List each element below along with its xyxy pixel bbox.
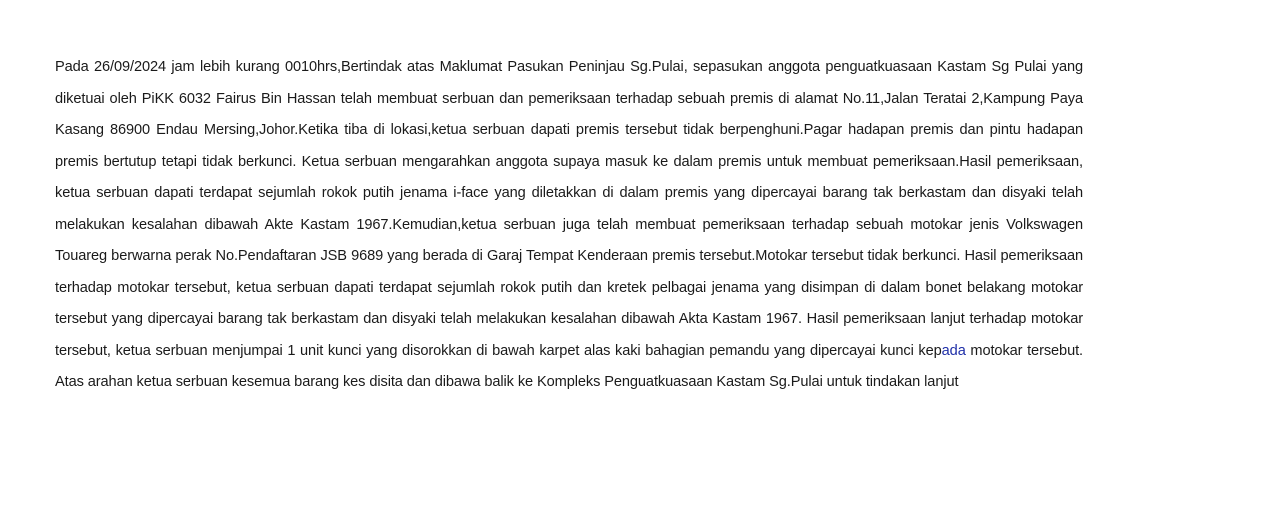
paragraph-text-part-1: Pada 26/09/2024 jam lebih kurang 0010hrs,Bertindak atas Maklumat Pasukan Peninjau Sg.Pulai, sepasukan anggota penguatkuasaan Kastam Sg Pulai yang diketuai oleh PiKK 6032 Fairus Bin Hassan telah membuat serbuan dan pemeriksaan terhadap sebuah premis di alamat No.11,Jalan Teratai 2,Kampung Paya Kasang 86900 Endau Mersing,Johor.Ketika tiba di lokasi,ketua serbuan dapati premis tersebut tidak berpenghuni.Pagar hadapan premis dan pintu hadapan premis bertutup tetapi tidak berkunci. Ketua serbuan mengarahkan anggota supaya masuk ke dalam premis untuk membuat pemeriksaan.Hasil pemeriksaan, ketua serbuan dapati terdapat sejumlah rokok putih jenama i-face yang diletakkan di dalam premis yang dipercayai barang tak berkastam dan disyaki telah melakukan kesalahan dibawah Akte Kastam 1967.Kemudian,ketua serbuan juga telah membuat pemeriksaan terhadap sebuah motokar jenis Volkswagen Touareg berwarna perak No.Pendaftaran JSB 9689 yang berada di Garaj Tempat Kenderaan premis tersebut.Motokar tersebut tidak berkunci. Hasil pemeriksaan terhadap motokar tersebut, ketua serbuan dapati terdapat sejumlah rokok putih dan kretek pelbagai jenama yang disimpan di dalam bonet belakang motokar tersebut yang dipercayai barang tak berkastam dan disyaki telah melakukan kesalahan dibawah Akta Kastam 1967. Hasil pemeriksaan lanjut terhadap motokar tersebut, ketua serbuan menjumpai 1 unit kunci yang disorokkan di bawah karpet alas kaki bahagian pemandu yang dipercayai kunci kep [55,59,1083,359]
paragraph-text-part-2: motokar tersebut. Atas arahan ketua serbuan kesemua barang kes disita dan dibawa balik ke Kompleks Penguatkuasaan Kastam Sg.Pulai untuk tindakan lanjut [55,342,1083,390]
paragraph-text-highlighted: ada [941,342,966,359]
report-paragraph [55,52,1083,399]
